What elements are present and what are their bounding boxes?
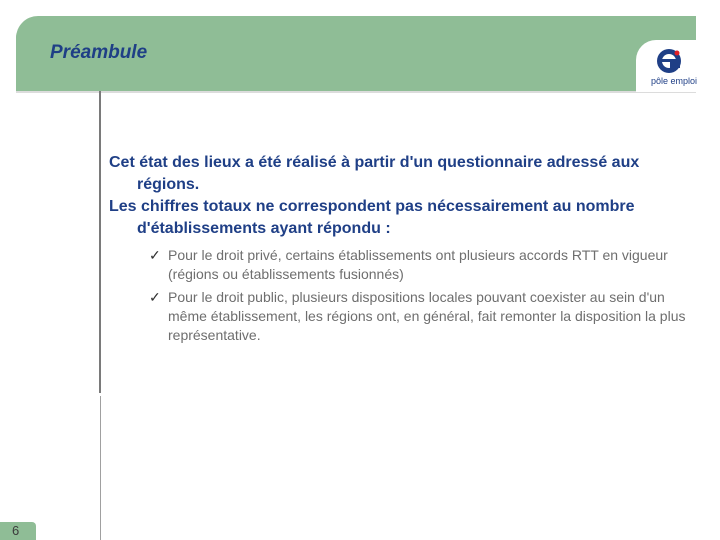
- checkmark-icon: ✓: [149, 247, 161, 263]
- checklist-item-text: Pour le droit public, plusieurs dispositions locales pouvant coexister au sein d'un même établissement, les régions ont, en général, fait remonter la disposition la plus représentative.: [168, 289, 686, 343]
- checklist-item-public-law: [109, 288, 699, 345]
- checklist-item-text: Pour le droit privé, certains établissements ont plusieurs accords RTT en vigueur (régions ou établissements fusionnés): [168, 247, 668, 282]
- slide-title: Préambule: [50, 42, 148, 63]
- paragraph-survey: Cet état des lieux a été réalisé à partir d'un questionnaire adressé aux régions.: [109, 154, 640, 193]
- header-divider: [16, 91, 696, 93]
- page-number: 6: [12, 523, 20, 538]
- slide-content: [109, 152, 699, 349]
- checkmark-icon: ✓: [149, 289, 161, 305]
- logo-text: pôle emploi: [651, 76, 698, 86]
- checklist: [109, 246, 699, 345]
- vertical-rule-lower: [100, 396, 101, 540]
- vertical-rule: [99, 91, 101, 393]
- pole-emploi-logo-icon: [656, 48, 682, 74]
- checklist-item-private-law: [109, 246, 699, 284]
- paragraph-totals: Les chiffres totaux ne correspondent pas nécessairement au nombre d'établissements ayant répondu :: [109, 198, 635, 237]
